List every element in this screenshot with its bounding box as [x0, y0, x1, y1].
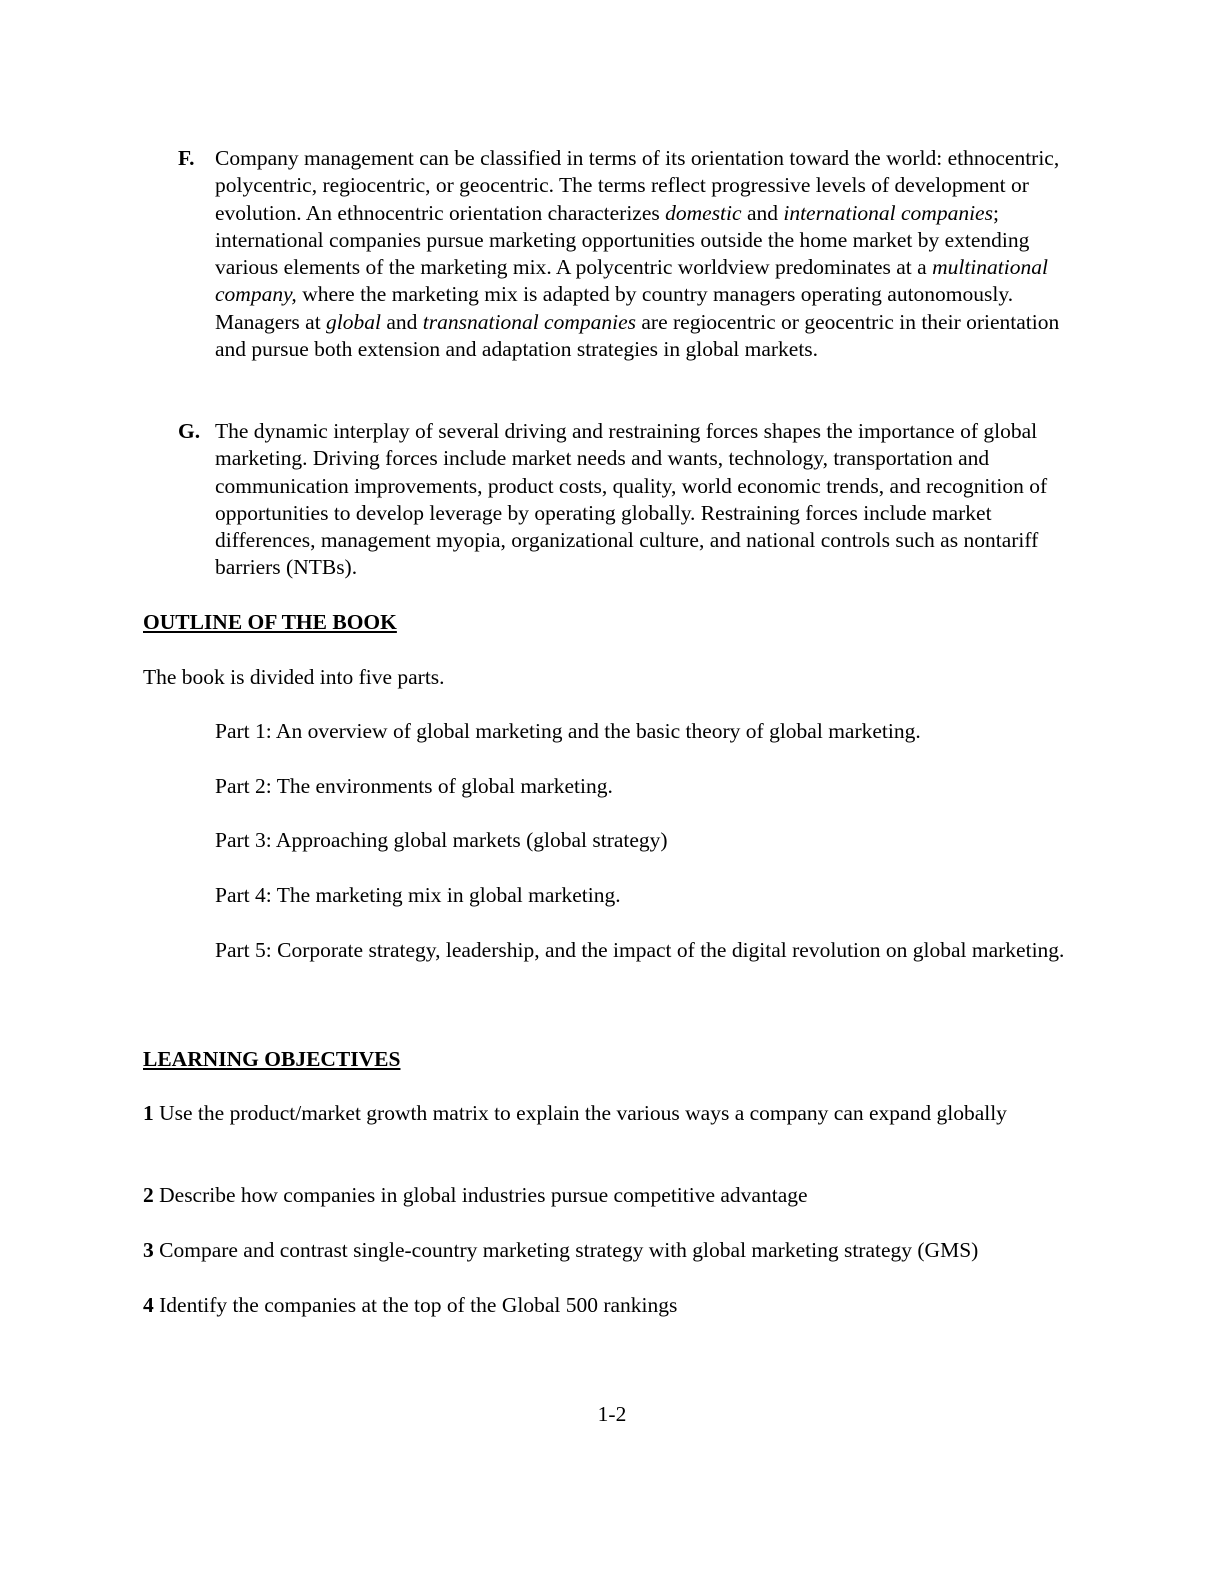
- section-g-letter: G.: [178, 419, 201, 443]
- objective-number: 2: [143, 1183, 154, 1207]
- objective-text: Identify the companies at the top of the Global 500 rankings: [153, 1293, 678, 1317]
- outline-part-5: Part 5: Corporate strategy, leadership, and the impact of the digital revolution on global marketing.: [215, 938, 1065, 962]
- section-g-text: The dynamic interplay of several driving and restraining forces shapes the importance of global marketing. Driving forces include market needs and wants, technology, transportation and communication improvements, product costs, quality, world economic trends, and recognition of opportunities to develop leverage by operating globally. Restraining forces include market differences, management myopia, organizational culture, and national controls such as nontariff barriers (NTBs).: [215, 419, 1048, 580]
- objective-text: Describe how companies in global industries pursue competitive advantage: [153, 1183, 808, 1207]
- objective-text: Use the product/market growth matrix to explain the various ways a company can expand globally: [153, 1101, 1007, 1125]
- section-f-text: Company management can be classified in terms of its orientation toward the world: ethnocentric, polycentric, regiocentric, or geocentric. The terms reflect progressive levels of development or evolution. An ethnocentric orientation characterizes domestic and international companies; international companies pursue marketing opportunities outside the home market by extending various elements of the marketing mix. A polycentric worldview predominates at a multinational company, where the marketing mix is adapted by country managers operating autonomously. Managers at global and transnational companies are regiocentric or geocentric in their orientation and pursue both extension and adaptation strategies in global markets.: [215, 146, 1060, 362]
- outline-part-1: Part 1: An overview of global marketing and the basic theory of global marketing.: [215, 719, 921, 743]
- outline-part-4: Part 4: The marketing mix in global marketing.: [215, 883, 621, 907]
- objectives-heading: LEARNING OBJECTIVES: [143, 1047, 401, 1071]
- outline-part-2: Part 2: The environments of global marketing.: [215, 774, 613, 798]
- outline-heading: OUTLINE OF THE BOOK: [143, 610, 397, 634]
- objective-item: [143, 1182, 1083, 1209]
- objective-text: Compare and contrast single-country marketing strategy with global marketing strategy (GMS): [153, 1238, 979, 1262]
- section-f-letter: F.: [178, 146, 195, 170]
- section-g: [178, 418, 1078, 582]
- page-number: 1-2: [597, 1402, 627, 1426]
- objective-number: 3: [143, 1238, 154, 1262]
- section-f: [178, 145, 1078, 363]
- outline-intro: The book is divided into five parts.: [143, 665, 445, 689]
- objective-item: [143, 1292, 1083, 1319]
- objective-number: 1: [143, 1101, 154, 1125]
- outline-part-3: Part 3: Approaching global markets (global strategy): [215, 828, 668, 852]
- objective-item: [143, 1237, 1083, 1264]
- objective-number: 4: [143, 1293, 154, 1317]
- objective-item: [143, 1100, 1083, 1127]
